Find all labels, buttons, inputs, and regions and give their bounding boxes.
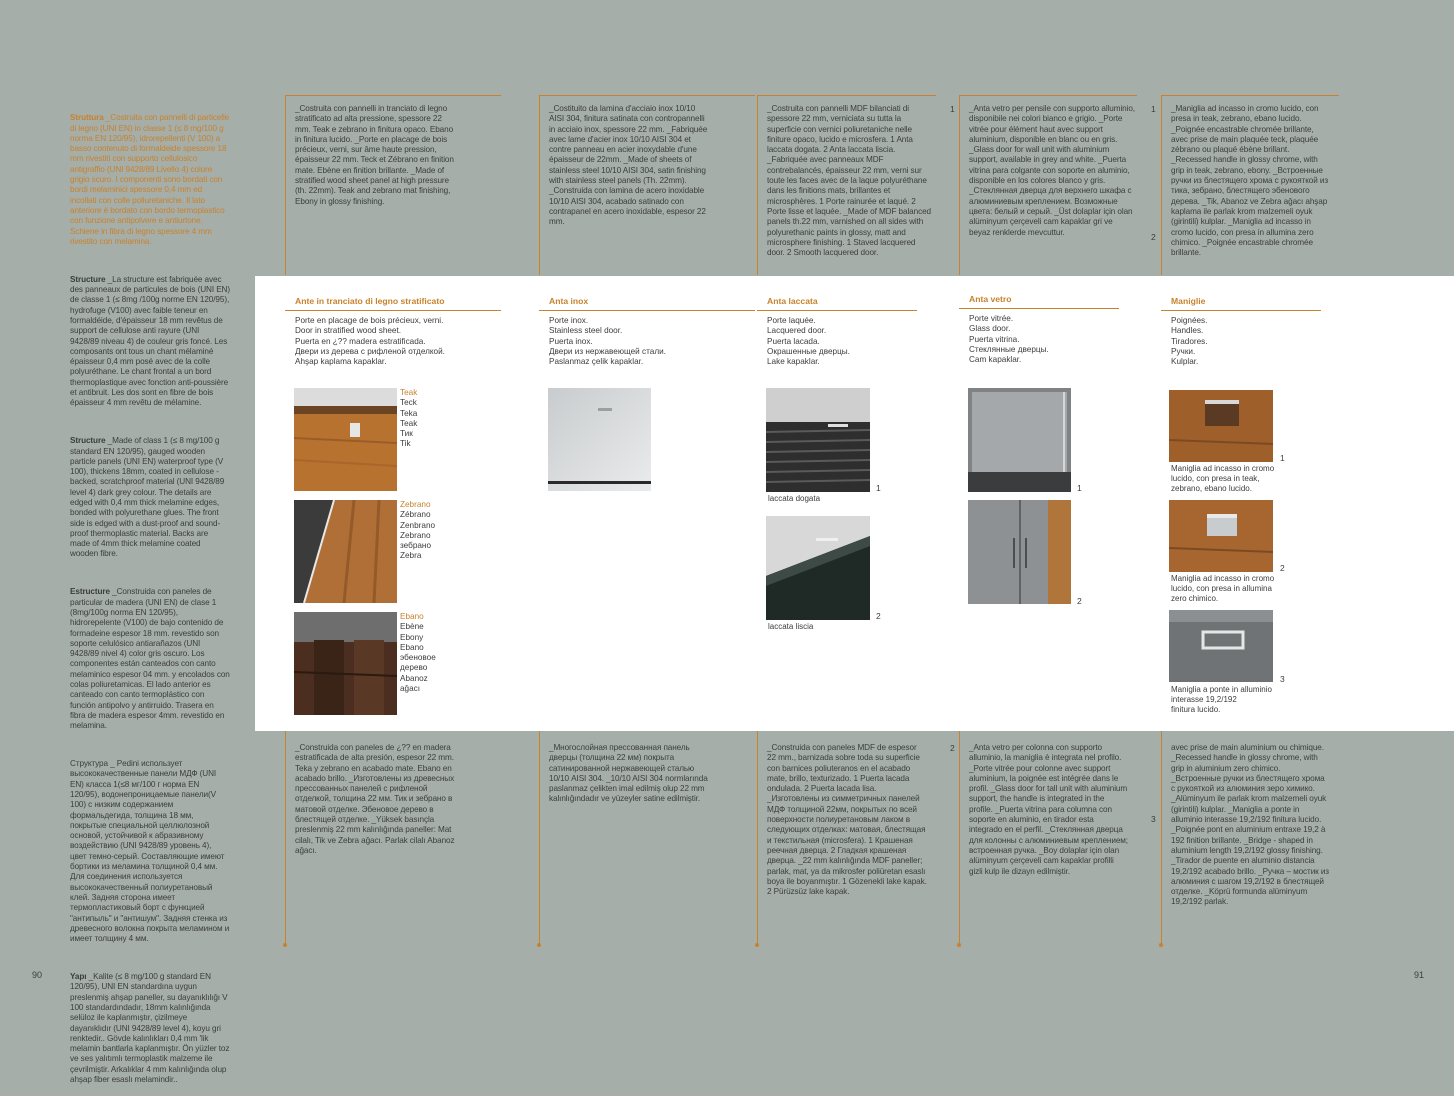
title-inox: Anta inox bbox=[549, 296, 589, 306]
ebony-photo bbox=[294, 612, 397, 715]
inox-photo bbox=[548, 388, 651, 491]
structure-fr: Structure _La structure est fabriquée avec des panneaux de particules de bois (UNI EN) de classe 1 (≤ 8mg /100g norme EN 120/95), hydrofuge (V100) avec faible teneur en formaldéide, d'épaisseur 18 mm revêtus de support de cellulose anti rayure (UNI 9428/89 niveau 4) de couleur gris foncé. Les composants ont tous un chant mélaminé épaisseur 0,4 mm posé avec de la colle polyuréthane. Le chant frontal a un bord thermoplastique avec fonction anti-poussière et antibruit. Les dos sont en fibre de bois épaisseur 4 mm revêtu de mélamine. bbox=[70, 274, 230, 408]
handle-caption-1: Maniglia ad incasso in cromo lucido, con presa in teak, zebrano, ebano lucido. bbox=[1171, 464, 1275, 493]
structure-es: Estructure _Construida con paneles de particular de madera (UNI EN) de clase 1 (8mg/100g norma EN 120/95), hidrorepelente (V100) de bajo contenido de formadeine espesor 18 mm. revestido son soporte celulósico antiarañazos (UNI 9428/89 nivel 4) color gris oscuro. Los componentes están canteados con canto melaminico espesor 04 mm. y encolados con colas poliuretamicas. El lado anterior es canteado con canto termoplástico con función antipolvo y antirruido. Trasera en fibra de madera espesor 4mm. revestido en melamina. bbox=[70, 587, 230, 731]
number-1: 1 bbox=[876, 483, 881, 493]
bottom-text-lacquer: _Construida con paneles MDF de espesor 22 mm., barnizada sobre toda su superficie con barnices poliuteranos en el acabado mate, brillo, texturizado. 1 Puerta lacada ondulada. 2 Puerta lacada lisa. _Изготовлены из симметричных панелей МДФ толщиной 22мм, покрытых по всей поверхности полиуретановым лаком в следующих отделках: матовая, блестящая и текстильная (microsfera). 1 Крашеная реечная дверца. 2 Гладкая крашеная дверца. _22 mm kalınlığında MDF paneller; parlak, mat, ya da mikrosfer poliüretan esaslı boya ile boyanmıştır. 1 Gözenekli lake kapak. 2 Pürüzsüz lake kapak. bbox=[767, 743, 927, 897]
bottom-text-wood: _Construida con paneles de ¿?? en madera estratificada de alta presión, espesor 22 mm. Teka y zebrano en acabado mate. Ebano en acabado brillo. _Изготовлены из древесных прессованных панелей с рифленой отделкой, толщина 22 мм. Тик и зебрано в матовой отделке. Эбеновое дерево в блестящей отделке. _Yüksek basınçla preslenmiş 22 mm kalınlığında paneller: Mat cilalı, Tik ve Zebra ağacı. Parlak cilalı Abanoz ağacı. bbox=[295, 743, 455, 855]
number-3: 3 bbox=[1151, 814, 1156, 824]
bullet-dot bbox=[957, 943, 961, 947]
number-2: 2 bbox=[950, 743, 955, 753]
bullet-dot bbox=[755, 943, 759, 947]
bullet-dot bbox=[1159, 943, 1163, 947]
teak-photo bbox=[294, 388, 397, 491]
glass-wall-photo bbox=[968, 388, 1071, 492]
glass-text: Porte vitrée. Glass door. Puerta vitrina. Стеклянные дверцы. Cam kapaklar. bbox=[969, 314, 1049, 365]
top-text-handles: _Maniglia ad incasso in cromo lucido, con presa in teak, zebrano, ebano lucido. _Poignée encastrable chromée brillante, avec prise de main plaquée teck, plaquée zébrano ou plaqué ébène brillant. _Recessed handle in glossy chrome, with grip in teak, zebrano, ebony. _Встроенные ручки из блестящего хрома с рукояткой из тика, зебрано, блестящего эбенового дерева. _Tik, Abanoz ve Zebra ağacı ahşap kaplama ile parlak krom malzemeli oyuk (girintili) kulplar. _Maniglia ad incasso in cromo lucido, con presa in allumina zero chimico. _Poignée encastrable chromée brillante. bbox=[1171, 104, 1329, 258]
lacquer-caption-1: laccata dogata bbox=[768, 494, 821, 503]
zebrano-label: Zebrano Zébrano Zenbrano Zebrano зебрано Zebra bbox=[400, 500, 436, 561]
number-2: 2 bbox=[1280, 563, 1285, 573]
teak-label: Teak Teck Teka Teak Тик Tik bbox=[400, 388, 418, 449]
bottom-text-glass: _Anta vetro per colonna con supporto alluminio, la maniglia è integrata nel profilo. _Porte vitrée pour colonne avec support aluminium, la poignée est intégrée dans le profil. _Glass door for tall unit with aluminium support, the handle is integrated in the profile. _Puerta vitrina para columna con soporte en aluminio, en tirador esta integrado en el perfil. _Стеклянная дверца для колонны с алюминиевым креплением; встроенная ручка. _Boy dolaplar için olan alüminyum çerçeveli cam kapaklar profilli gizli kulp ile dizayn edilmiştir. bbox=[969, 743, 1128, 876]
page-number-right: 91 bbox=[1414, 970, 1425, 980]
bottom-text-handles: avec prise de main aluminium ou chimique. _Recessed handle in glossy chrome, with grip in aluminium zero chimico. _Встроенные ручки из блестящего хрома с рукояткой из алюминия зеро химико. _Alüminyum ile parlak krom malzemeli oyuk (girintili) kulplar. _Maniglia a ponte in alluminio interasse 19,2/192 finitura lucido. _Poignée pont en aluminium entraxe 19,2 à 192 finition brillante. _Bridge - shaped in aluminium length 19,2/192 glossy finishing. _Tirador de puente en aluminio distancia 19,2/192 acabado brillo. _Ручка – мостик из алюминия с шагом 19,2/192 в блестящей отделке. _Köprü formunda alüminyum 19,2/192 parlak. bbox=[1171, 743, 1329, 907]
title-lacquer: Anta laccata bbox=[767, 296, 818, 306]
number-2: 2 bbox=[1077, 596, 1082, 606]
top-text-glass: _Anta vetro per pensile con supporto alluminio, disponibile nei colori bianco e grigio. _Porte vitrée pour élément haut avec support aluminium, disponible en blanc ou en gris. _Glass door for wall unit with aluminium support, available in grey and white. _Puerta vitrina para colgante con soporte en aluminio, disponible en los colores blanco y gris. _Стеклянная дверца для верхнего шкафа с алюминиевым креплением. Возможные цвета: белый и серый. _Üst dolaplar için olan alüminyum çerçeveli cam kapaklar gri ve beyaz renklerde mevcuttur. bbox=[969, 104, 1135, 237]
number-1: 1 bbox=[950, 104, 955, 114]
structure-ru: Структура _ Pedini использует высококачественные панели МДФ (UNI EN) класса 1(≤8 мг/100 г норма EN 120/95), водонепроницаемые панели(V 100) с низким содержанием формальдегида, толщина 18 мм, покрытые специальной целлюлозной основой, устойчивой к абразивному воздействию (UNI 9428/89 уровень 4), цвет темно-серый. Составляющие имеют бортики из меламина толщиной 0,4 мм. Для соединения используется высококачественный полиуретановый клей. Задняя сторона имеет термопластиковый борт с функцией "антипыль" и "антишум". Задняя стенка из древесного волокна покрыта меламином и имеет толщину 4 мм. bbox=[70, 759, 230, 944]
top-text-lacquer: _Costruita con pannelli MDF bilanciati di spessore 22 mm, verniciata su tutta la superficie con vernici poliuretaniche nelle finiture opaco, lucido e microsfera. 1 Anta laccata dogata. 2 Anta laccata liscia. _Fabriquée avec panneaux MDF contrebalancés, épaisseur 22 mm, verni sur toute les faces avec de la laque polyuréthane dans les finitions mats, brillantes et microsphères. 1 Porte rainurée et laqué. 2 Porte lisse et laquée. _Made of MDF balanced panels th.22 mm, varnished on all sides with polyurethanic paints in glossy, matt and microsphere finishing. 1 Staved lacquered door. 2 Smooth lacquered door. bbox=[767, 104, 931, 258]
inox-text: Porte inox. Stainless steel door. Puerta inox. Двери из нержавеющей стали. Paslanmaz çelik kapaklar. bbox=[549, 316, 666, 367]
page-number-left: 90 bbox=[32, 970, 43, 980]
handles-text: Poignées. Handles. Tiradores. Ручки. Kulplar. bbox=[1171, 316, 1208, 367]
handle-caption-3: Maniglia a ponte in alluminio interasse 19,2/192 finitura lucido. bbox=[1171, 685, 1272, 714]
top-text-wood: _Costruita con pannelli in tranciato di legno stratificato ad alta pressione, spessore 22 mm. Teak e zebrano in finitura opaco. Ebano in finitura lucido. _Porte en placage de bois précieux, verni, sur âme haute pression, épaisseur 22 mm. Teck et Zébrano en finition mate. Ebène en finition brillante. _Made of stratified wood sheet panel at high pressure (th. 22mm). Teak and zebrano mat finishing, Ebony in glossy finishing. bbox=[295, 104, 454, 206]
number-3: 3 bbox=[1280, 674, 1285, 684]
structure-it: Struttura _Costruita con pannelli di particelle di legno (UNI EN) in classe 1 (≤ 8 mg/100 g norma EN 120/95), idrorepellenti (V 100) a basso contenuto di formaldeide spessore 18 mm rivestiti con supporto cellulosico antigraffio (UNI 9428/89 Livello 4) colore grigio scuro. I componenti sono bordati con bordi melaminici spessore 0,4 mm ed incollati con colle poliuretaniche. Il lato anteriore è bordato con bordo termoplastico con funzione antipolvere e antiurtone. Schiene in fibra di legno spessore 4 mm rivestito con melamina. bbox=[70, 113, 230, 246]
lacquer-staved-photo bbox=[766, 388, 870, 492]
handle-bridge-photo bbox=[1169, 610, 1273, 682]
number-1: 1 bbox=[1280, 453, 1285, 463]
lacquer-text: Porte laquée. Lacquered door. Puerta lacada. Окрашенные дверцы. Lake kapaklar. bbox=[767, 316, 850, 367]
lacquer-caption-2: laccata liscia bbox=[768, 622, 814, 631]
number-1: 1 bbox=[1077, 483, 1082, 493]
title-wood-doors: Ante in tranciato di legno stratificato bbox=[295, 296, 445, 306]
top-text-inox: _Costituito da lamina d'acciaio inox 10/10 AISI 304, finitura satinata con contropannelli in acciaio inox, spessore 22 mm. _Fabriquée avec lame d'acier inox 10/10 AISI 304 et contre panneau en acier inoxydable d'une épaisseur de 22mm. _Made of sheets of stainless steel 10/10 AISI 304, satin finishing with stainless steel panels (Th. 22mm). _Construida con lamina de acero inoxidable 10/10 AISI 304, acabado satinado con contrapanel en acero inoxidable, espesor 22 mm. bbox=[549, 104, 708, 227]
ebony-label: Ebano Ebène Ebony Ebano эбеновое дерево Abanoz ağacı bbox=[400, 612, 436, 694]
bullet-dot bbox=[537, 943, 541, 947]
product-band bbox=[255, 276, 1454, 731]
handle-wood-photo bbox=[1169, 390, 1273, 462]
handle-aluminium-photo bbox=[1169, 500, 1273, 572]
left-text-column bbox=[70, 103, 230, 1096]
title-handles: Maniglie bbox=[1171, 296, 1206, 306]
zebrano-photo bbox=[294, 500, 397, 603]
bottom-text-inox: _Многослойная прессованная панель дверцы (толщина 22 мм) покрыта сатинированной нержавеющей сталью 10/10 AISI 304. _10/10 AISI 304 normlarında paslanmaz çelikten imal edilmiş olup 22 mm kalınlığındadır ve yüzeyler satine edilmiştir. bbox=[549, 743, 708, 804]
structure-tr: Yapı _Kalite (≤ 8 mg/100 g standard EN 120/95), UNI EN standardına uygun preslenmiş ahşap paneller, su dayanıklılığı V 100 standardındadır, 18mm kalınlığında selüloz ile kaplanmıştır, çizilmeye dayanıklıdır (UNI 9428/89 level 4), koyu gri renktedir.. Gövde kalınlıkları 0,4 mm 'lik melamin bantlarla kaplanmıştır. Ön yüzler toz ve ses yalıtımlı termoplastik malzeme ile çevrilmiştir. Arkalıklar 4 mm kalınlığında olup ahşap fiber esaslı melamindir.. bbox=[70, 972, 230, 1085]
handle-caption-2: Maniglia ad incasso in cromo lucido, con presa in allumina zero chimico. bbox=[1171, 574, 1275, 603]
bullet-dot bbox=[283, 943, 287, 947]
number-1: 1 bbox=[1151, 104, 1156, 114]
number-2: 2 bbox=[1151, 232, 1156, 242]
lacquer-smooth-photo bbox=[766, 516, 870, 620]
number-2: 2 bbox=[876, 611, 881, 621]
title-glass: Anta vetro bbox=[969, 294, 1012, 304]
glass-tall-photo bbox=[968, 500, 1071, 604]
structure-en: Structure _Made of class 1 (≤ 8 mg/100 g standard EN 120/95), gauged wooden particle panels (UNI EN) waterproof type (V 100), thickens 18mm, coated in cellulose -backed, scratchproof material (UNI 9428/89 level 4) dark grey colour. The details are edged with 0,4 mm thick melamine edges, bonded with polyurethane glues. The front side is edged with a dust-proof and sound-proof thermoplastic material. Backs are made of 4mm thick melamine coated wooden fibre. bbox=[70, 436, 225, 559]
wood-doors-text: Porte en placage de bois précieux, verni. Door in stratified wood sheet. Puerta en ¿?? madera estratificada. Двери из дерева с рифленой отделкой. Ahşap kaplama kapaklar. bbox=[295, 316, 445, 367]
